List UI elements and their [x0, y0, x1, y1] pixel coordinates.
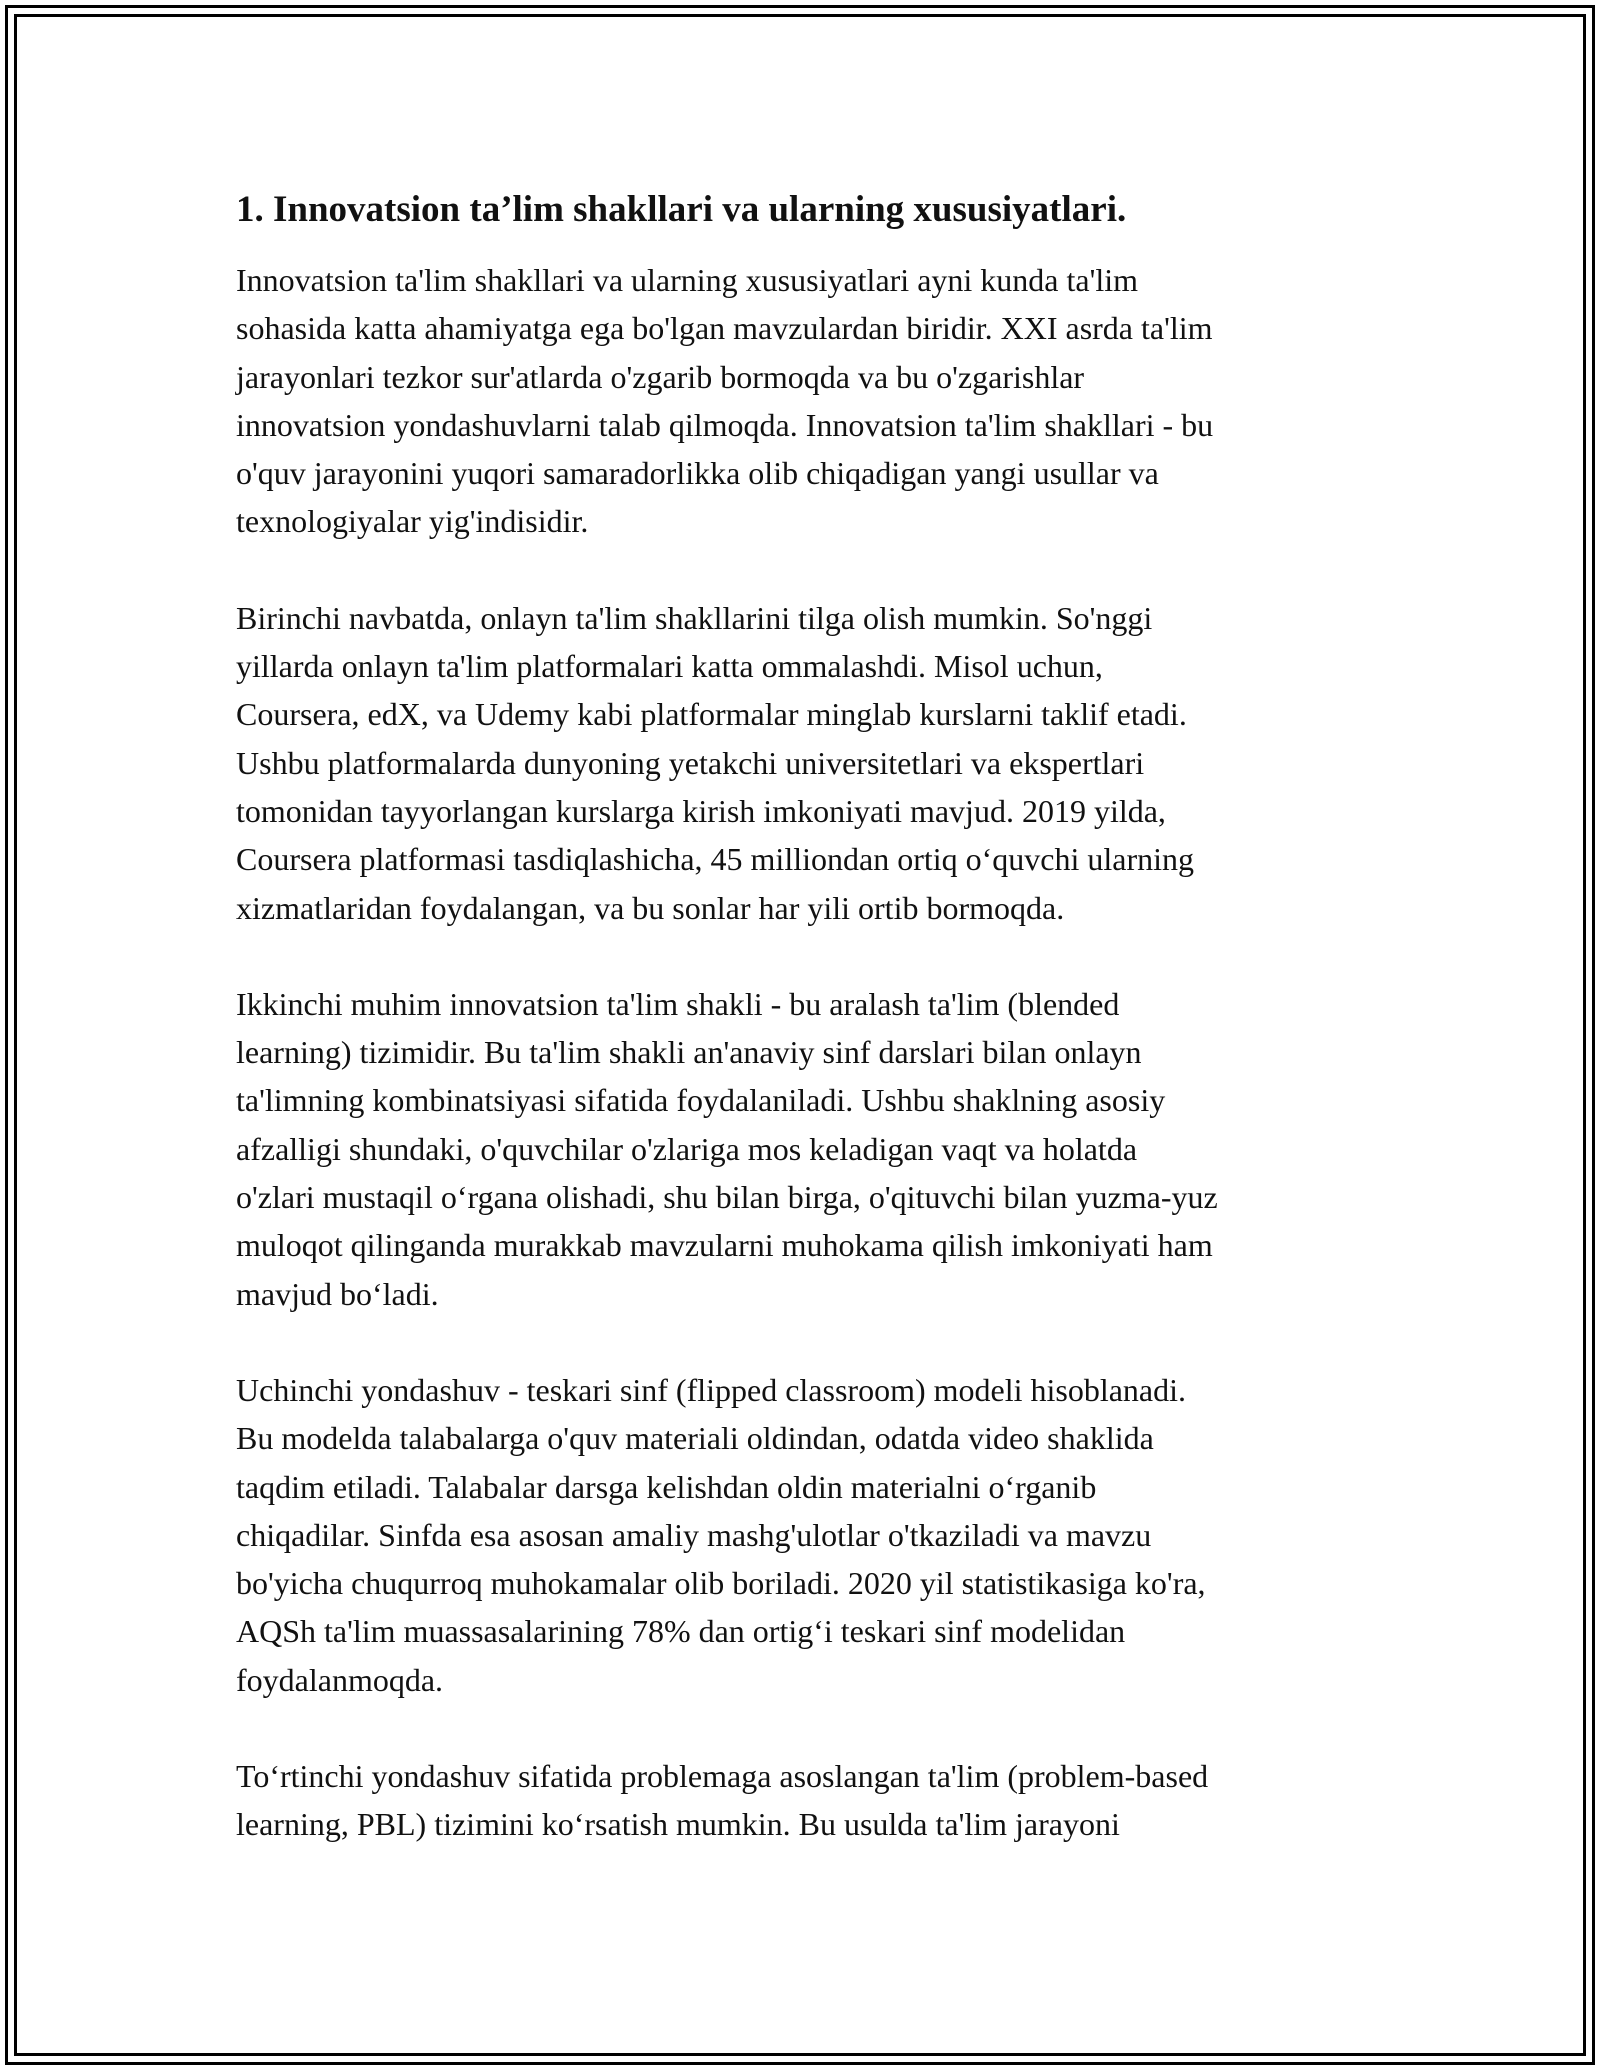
paragraph-line: Coursera platformasi tasdiqlashicha, 45 milliondan ortiq o‘quvchi ularning	[236, 841, 1195, 878]
paragraph-line: bo'yicha chuqurroq muhokamalar olib boriladi. 2020 yil statistikasiga ko'ra,	[236, 1565, 1206, 1602]
paragraph	[236, 256, 1372, 546]
paragraph-line: learning, PBL) tizimini ko‘rsatish mumkin. Bu usulda ta'lim jarayoni	[236, 1806, 1120, 1843]
paragraph-line: ta'limning kombinatsiyasi sifatida foydalaniladi. Ushbu shaklning asosiy	[236, 1082, 1166, 1119]
paragraph	[236, 1752, 1372, 1849]
section-heading: 1. Innovatsion ta’lim shakllari va ularning xususiyatlari.	[236, 189, 1127, 230]
paragraph-line: sohasida katta ahamiyatga ega bo'lgan mavzulardan biridir. XXI asrda ta'lim	[236, 310, 1213, 347]
paragraph-line: yillarda onlayn ta'lim platformalari katta ommalashdi. Misol uchun,	[236, 648, 1103, 685]
paragraph-line: Innovatsion ta'lim shakllari va ularning xususiyatlari ayni kunda ta'lim	[236, 262, 1139, 298]
paragraph-line: foydalanmoqda.	[236, 1661, 444, 1698]
paragraph-line: Uchinchi yondashuv - teskari sinf (flipped classroom) modeli hisoblanadi.	[236, 1371, 1187, 1408]
paragraph	[236, 1366, 1372, 1704]
paragraph-list	[236, 256, 1372, 1849]
paragraph-line: o'zlari mustaqil o‘rgana olishadi, shu bilan birga, o'qituvchi bilan yuzma-yuz	[236, 1179, 1218, 1216]
paragraph-line: AQSh ta'lim muassasalarining 78% dan ortig‘i teskari sinf modelidan	[236, 1613, 1126, 1650]
paragraph-line: Bu modelda talabalarga o'quv materiali oldindan, odatda video shaklida	[236, 1420, 1154, 1457]
paragraph-line: innovatsion yondashuvlarni talab qilmoqda. Innovatsion ta'lim shakllari - bu	[236, 406, 1214, 443]
paragraph-line: Birinchi navbatda, onlayn ta'lim shakllarini tilga olish mumkin. So'nggi	[236, 599, 1153, 636]
paragraph-line: o'quv jarayonini yuqori samaradorlikka olib chiqadigan yangi usullar va	[236, 455, 1159, 492]
paragraph	[236, 980, 1372, 1318]
paragraph-line: learning) tizimidir. Bu ta'lim shakli an'anaviy sinf darslari bilan onlayn	[236, 1034, 1142, 1071]
paragraph-line: texnologiyalar yig'indisidir.	[236, 503, 589, 540]
paragraph-line: tomonidan tayyorlangan kurslarga kirish imkoniyati mavjud. 2019 yilda,	[236, 792, 1166, 829]
paragraph-line: Coursera, edX, va Udemy kabi platformalar minglab kurslarni taklif etadi.	[236, 696, 1187, 733]
paragraph-line: muloqot qilinganda murakkab mavzularni muhokama qilish imkoniyati ham	[236, 1227, 1213, 1264]
paragraph-line: To‘rtinchi yondashuv sifatida problemaga asoslangan ta'lim (problem-based	[236, 1758, 1209, 1795]
paragraph-line: chiqadilar. Sinfda esa asosan amaliy mashg'ulotlar o'tkaziladi va mavzu	[236, 1516, 1152, 1553]
paragraph	[236, 594, 1372, 932]
document-body	[236, 186, 1372, 1897]
paragraph-line: taqdim etiladi. Talabalar darsga kelishdan oldin materialni o‘rganib	[236, 1468, 1097, 1505]
paragraph-line: afzalligi shundaki, o'quvchilar o'zlariga mos keladigan vaqt va holatda	[236, 1130, 1138, 1167]
paragraph-line: mavjud bo‘ladi.	[236, 1275, 439, 1312]
paragraph-line: Ikkinchi muhim innovatsion ta'lim shakli - bu aralash ta'lim (blended	[236, 985, 1120, 1022]
paragraph-line: xizmatlaridan foydalangan, va bu sonlar har yili ortib bormoqda.	[236, 889, 1065, 926]
paragraph-line: jarayonlari tezkor sur'atlarda o'zgarib bormoqda va bu o'zgarishlar	[236, 358, 1085, 395]
paragraph-line: Ushbu platformalarda dunyoning yetakchi universitetlari va ekspertlari	[236, 744, 1145, 781]
